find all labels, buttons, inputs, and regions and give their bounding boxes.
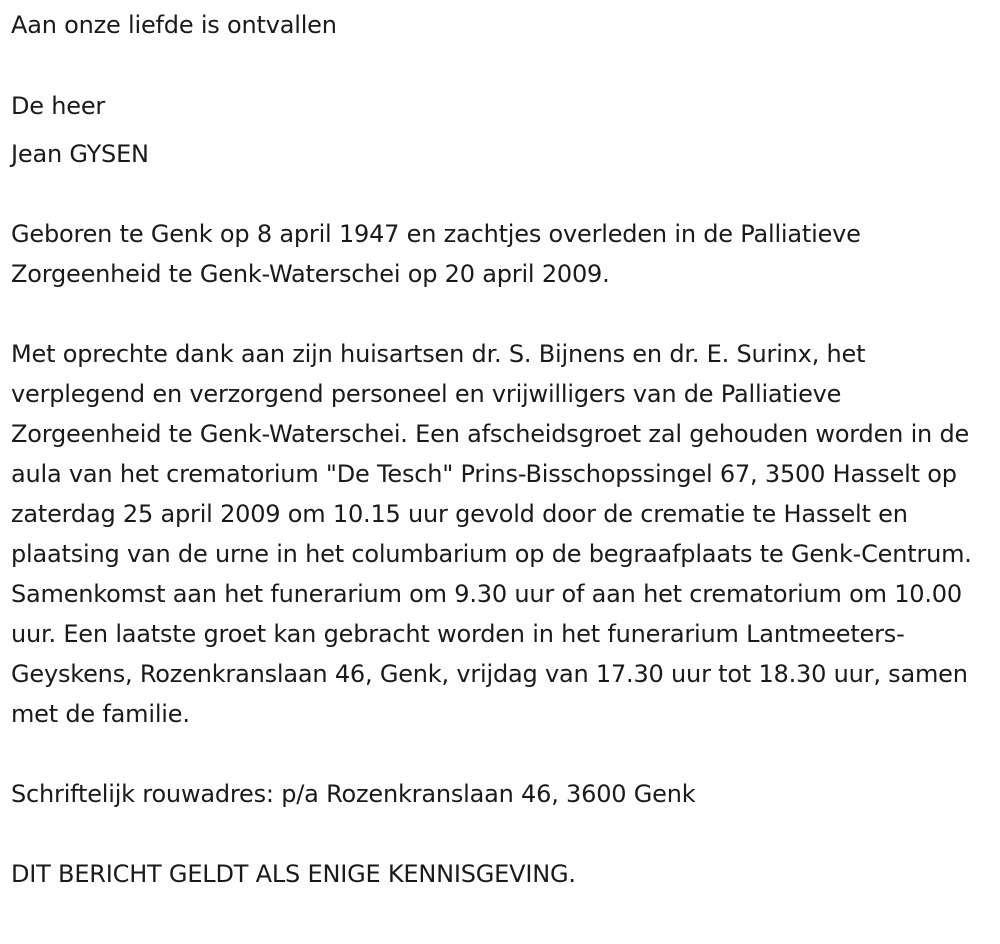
deceased-name: Jean GYSEN <box>11 140 149 168</box>
mourning-address: Schriftelijk rouwadres: p/a Rozenkranslaan 46, 3600 Genk <box>11 780 696 808</box>
obituary-document <box>11 0 991 894</box>
birth-death-paragraph: Geboren te Genk op 8 april 1947 en zachtjes overleden in de Palliatieve Zorgeenheid te Genk-Waterschei op 20 april 2009. <box>11 220 861 288</box>
thanks-arrangements-paragraph: Met oprechte dank aan zijn huisartsen dr. S. Bijnens en dr. E. Surinx, het verplegend en verzorgend personeel en vrijwilligers van de Palliatieve Zorgeenheid te Genk-Waterschei. Een afscheidsgroet zal gehouden worden in de aula van het crematorium "De Tesch" Prins-Bisschopssingel 67, 3500 Hasselt op zaterdag 25 april 2009 om 10.15 uur gevold door de crematie te Hasselt en plaatsing van de urne in het columbarium op de begraafplaats te Genk-Centrum. Samenkomst aan het funerarium om 9.30 uur of aan het crematorium om 10.00 uur. Een laatste groet kan gebracht worden in het funerarium Lantmeeters-Geyskens, Rozenkranslaan 46, Genk, vrijdag van 17.30 uur tot 18.30 uur, samen met de familie. <box>11 340 972 728</box>
salutation: De heer <box>11 92 106 120</box>
intro-line: Aan onze liefde is ontvallen <box>11 11 337 39</box>
notice-line: DIT BERICHT GELDT ALS ENIGE KENNISGEVING. <box>11 860 576 888</box>
